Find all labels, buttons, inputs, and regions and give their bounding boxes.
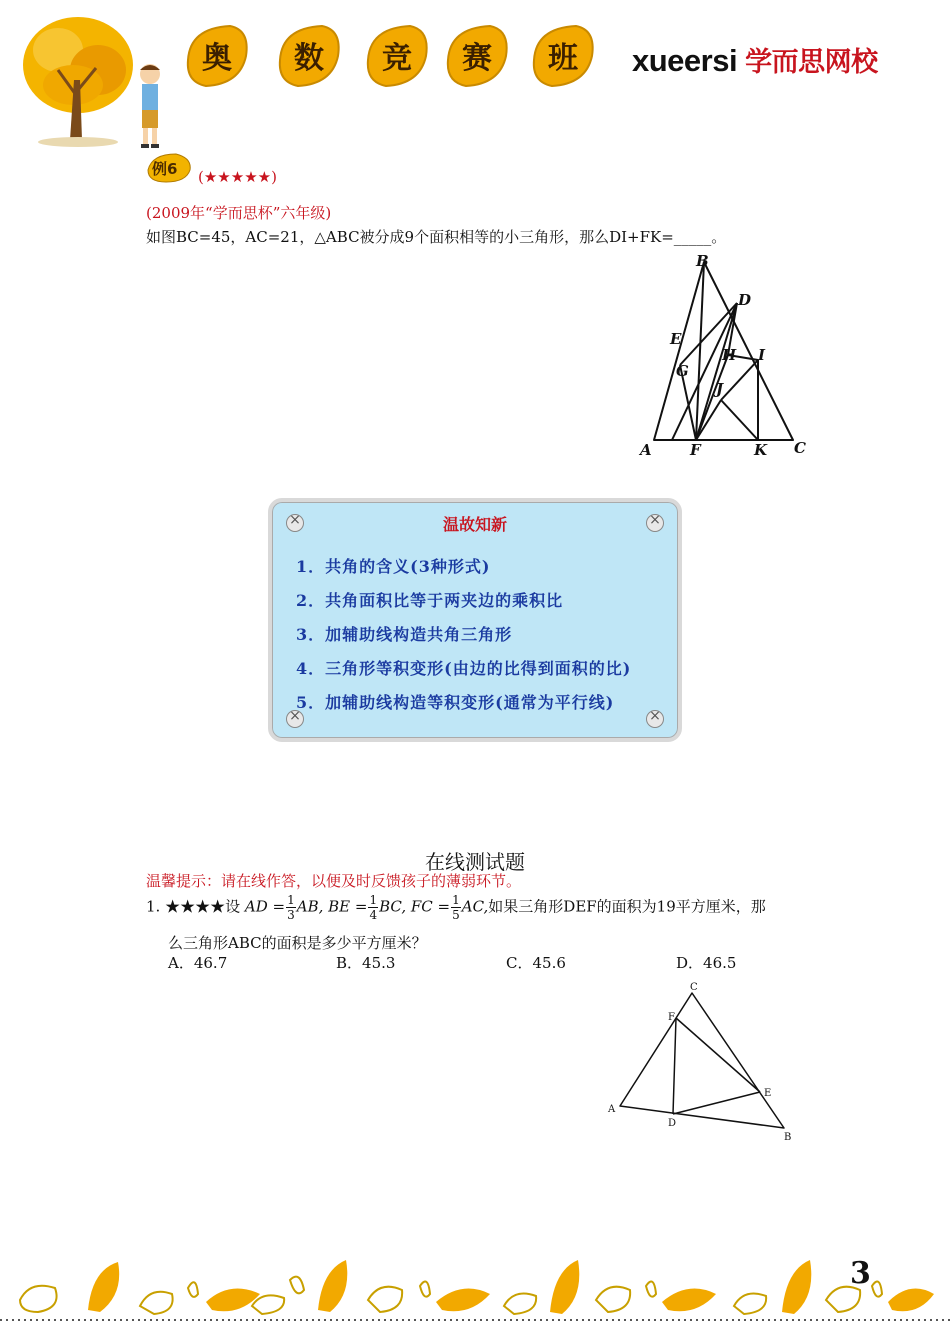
title-leaf-3 bbox=[360, 20, 434, 90]
label-a: A bbox=[640, 441, 652, 459]
question-1-line-2: 么三角形ABC的面积是多少平方厘米？ bbox=[168, 934, 427, 952]
label-f: F bbox=[690, 441, 701, 459]
autumn-tree-illustration bbox=[18, 10, 138, 150]
review-item: 2．共角面积比等于两夹边的乘积比 bbox=[296, 591, 564, 610]
page-number: 3 bbox=[850, 1256, 871, 1291]
label-f: F bbox=[668, 1012, 675, 1023]
question-source: (2009年“学而思杯”六年级) bbox=[146, 204, 332, 222]
fraction-num: 1 bbox=[287, 893, 295, 907]
title-leaf-2 bbox=[272, 20, 346, 90]
review-title: 温故知新 bbox=[442, 515, 507, 534]
option-a[interactable]: A．46.7 bbox=[168, 954, 228, 972]
label-c: C bbox=[690, 982, 698, 993]
online-test-tip: 温馨提示：请在线作答，以便及时反馈孩子的薄弱环节。 bbox=[146, 872, 522, 890]
option-d[interactable]: D．46.5 bbox=[676, 954, 737, 972]
fraction-den: 5 bbox=[452, 908, 460, 922]
title-char: 班 bbox=[548, 41, 578, 76]
label-d: D bbox=[738, 291, 752, 309]
fraction-den: 4 bbox=[369, 908, 378, 922]
math-ac: AC, bbox=[461, 897, 489, 916]
review-item: 3．加辅助线构造共角三角形 bbox=[296, 625, 513, 644]
leaf-icon bbox=[20, 1260, 934, 1314]
triangle-figure-def bbox=[600, 978, 800, 1148]
fraction-one-quarter bbox=[368, 893, 378, 922]
label-i: I bbox=[758, 346, 766, 364]
review-item: 5．加辅助线构造等积变形(通常为平行线) bbox=[296, 693, 615, 712]
label-d: D bbox=[668, 1118, 677, 1129]
triangle-figure-abc bbox=[636, 250, 812, 462]
fraction-num: 1 bbox=[369, 893, 378, 907]
title-char: 奥 bbox=[202, 41, 232, 76]
question-stars: ★★★★ bbox=[165, 897, 226, 916]
review-card bbox=[268, 498, 682, 742]
label-c: C bbox=[794, 439, 806, 457]
question-1-line-1 bbox=[146, 893, 766, 922]
option-b[interactable]: B．45.3 bbox=[336, 954, 396, 972]
label-j: J bbox=[716, 380, 724, 398]
title-leaf-1 bbox=[180, 20, 254, 90]
title-leaf-5 bbox=[526, 20, 600, 90]
title-char: 赛 bbox=[462, 41, 492, 76]
review-item: 4．三角形等积变形(由边的比得到面积的比) bbox=[296, 659, 632, 678]
boy-illustration bbox=[130, 60, 170, 150]
badge-label: 例6 bbox=[152, 160, 178, 178]
brand-cn: 学而思网校 bbox=[745, 47, 878, 78]
fraction-num: 1 bbox=[452, 893, 460, 907]
label-h: H bbox=[722, 346, 737, 364]
fraction-den: 3 bbox=[287, 908, 295, 922]
label-g: G bbox=[676, 362, 689, 380]
fraction-one-third bbox=[286, 893, 296, 922]
online-test-title: 在线测试题 bbox=[425, 850, 525, 874]
screw-icon bbox=[646, 710, 664, 728]
footer-leaf-border bbox=[0, 1250, 950, 1344]
title-char: 竞 bbox=[382, 41, 412, 76]
math-ab: AB, BE = bbox=[296, 897, 368, 916]
fraction-one-fifth bbox=[451, 893, 461, 922]
review-item: 1．共角的含义(3种形式) bbox=[296, 557, 491, 576]
math-bc: BC, FC = bbox=[379, 897, 451, 916]
example-badge bbox=[146, 152, 192, 184]
question-text: 如图BC=45，AC=21，△ABC被分成9个面积相等的小三角形，那么DI+FK=_____。 bbox=[146, 228, 727, 246]
label-b: B bbox=[784, 1132, 792, 1143]
math-ad: AD = bbox=[244, 897, 286, 916]
label-e: E bbox=[764, 1088, 772, 1099]
difficulty-stars: (★★★★★) bbox=[198, 168, 277, 186]
question-number: 1. bbox=[146, 897, 161, 916]
label-e: E bbox=[670, 330, 682, 348]
label-k: K bbox=[754, 441, 768, 459]
title-leaf-4 bbox=[440, 20, 514, 90]
question-1-tail: 如果三角形DEF的面积为19平方厘米，那 bbox=[488, 897, 766, 916]
title-char: 数 bbox=[294, 41, 324, 76]
brand-latin: xueersi bbox=[632, 43, 738, 78]
label-b: B bbox=[696, 252, 709, 270]
option-c[interactable]: C．45.6 bbox=[506, 954, 566, 972]
label-a: A bbox=[608, 1104, 616, 1115]
question-set: 设 bbox=[225, 897, 241, 916]
brand-logo bbox=[632, 40, 878, 79]
